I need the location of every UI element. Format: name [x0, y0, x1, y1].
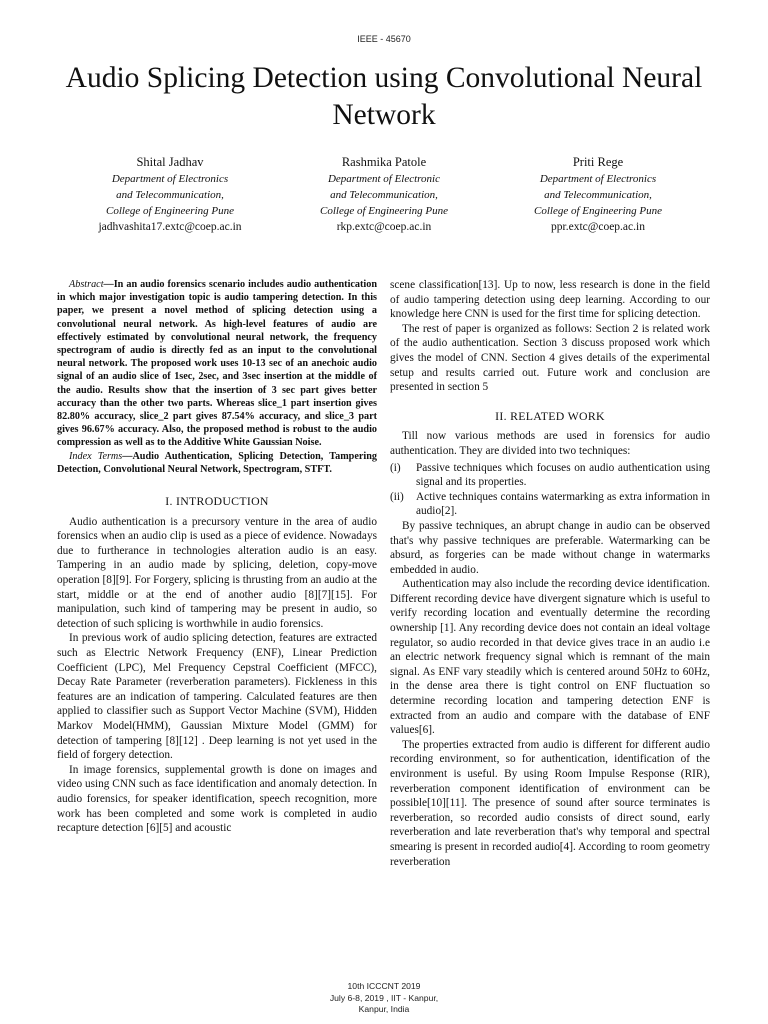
abstract-label: Abstract: [69, 279, 104, 290]
paper-title: Audio Splicing Detection using Convolutional Neural Network: [65, 62, 703, 131]
paragraph: In previous work of audio splicing detection, features are extracted such as Electric Network Frequency (ENF), Linear Prediction Coefficient (LPC), Mel Frequency Cepstral Coefficient (MFCC), Decay Rate Parameter (reverberation parameters). Fickleness in this features are an indication of tampering. Calculated features are then applied to classifier such as Support Vector Machine (SVM), Hidden Markov Model(HMM), Gaussian Mixture Model (GMM) for detection of tampering [8][12] . Deep learning is not yet used in the field of forgery detection.: [57, 632, 377, 762]
author-affiliation: Department of Electronics: [539, 173, 657, 185]
author-affiliation: College of Engineering Pune: [106, 205, 234, 217]
index-terms-text: —Audio Authentication, Splicing Detection, Tampering Detection, Convolutional Neural Network, Spectrogram, STFT.: [57, 450, 377, 475]
paragraph-continued: scene classification[13]. Up to now, less research is done in the field of audio tampering detection using deep learning. According to our knowledge here CNN is used for the first time for splicing detection.: [390, 279, 710, 321]
author-name: Shital Jadhav: [136, 155, 204, 169]
author-3: [498, 154, 698, 235]
index-terms-label: Index Terms: [69, 450, 123, 462]
author-name: Rashmika Patole: [341, 155, 427, 169]
author-name: Priti Rege: [572, 155, 624, 169]
abstract: [57, 278, 377, 450]
paragraph: Authentication may also include the recording device identification. Different recording device have divergent signature which is useful to verify recording location and eventually determine the recording ownership [1]. Any recording device does not contain an ideal voltage regulator, so audio recorded in that device gives trace in an audio i.e an electric network frequency signal which is remnant of the main signal. As ENF vary steadily which is centered around 50Hz to 60Hz, in the dense area there is tight control on ENF fluctuation so determine recording location and tampering detection ENF is extracted from an audio and compare with the database of ENF values[6].: [390, 578, 710, 737]
author-email: rkp.extc@coep.ac.in: [336, 221, 432, 233]
paper-id: IEEE - 45670: [357, 34, 411, 44]
list-marker: (i): [390, 461, 401, 474]
paragraph: In image forensics, supplemental growth is done on images and video using CNN such as face identification and anomaly detection. In audio forensics, for speaker identification, speech recognition, more work has been completed and some work is completed in audio recapture detection [6][5] and acoustic: [57, 763, 377, 835]
author-affiliation: and Telecommunication,: [116, 189, 224, 201]
author-1: [70, 154, 270, 235]
paragraph: By passive techniques, an abrupt change in audio can be observed that's why passive techniques are preferable. Watermarking can be absurd, as forgeries can be made without change in watermarks embedded in audio.: [390, 519, 710, 576]
footer-line: July 6-8, 2019 , IIT - Kanpur,: [329, 992, 439, 1003]
author-2: [284, 154, 484, 235]
author-affiliation: Department of Electronics: [111, 173, 229, 185]
author-affiliation: College of Engineering Pune: [320, 205, 448, 217]
section-heading-related-work: II. RELATED WORK: [495, 408, 605, 423]
index-terms: [57, 450, 377, 476]
author-email: ppr.extc@coep.ac.in: [551, 221, 645, 233]
author-block: [70, 154, 698, 235]
left-column: [57, 278, 377, 836]
list-item: [390, 490, 710, 519]
list-marker: (ii): [390, 490, 404, 503]
list-item: [390, 461, 710, 490]
right-column: [390, 278, 710, 869]
author-email: jadhvashita17.extc@coep.ac.in: [98, 221, 242, 233]
conference-footer: [0, 981, 768, 1016]
paragraph: The properties extracted from audio is different for different audio recording environment, so for authentication, identification of the environment is useful. By using Room Impulse Response (RIR), reverberation component identification of environment can be possible[10][11]. The presence of sound after source terminates is reverberation, so recorded audio consists of direct sound, early reverberation and late reverberation that's why temporal and spectral smearing is present in recorded audio[4]. According to room geometry reverberation: [390, 738, 710, 868]
footer-line: 10th ICCCNT 2019: [347, 981, 421, 991]
author-affiliation: and Telecommunication,: [330, 189, 438, 201]
paragraph: Till now various methods are used in forensics for audio authentication. They are divided into two techniques:: [390, 430, 710, 457]
abstract-text: —In an audio forensics scenario includes audio authentication in which major investigation topic is audio tampering detection. In this paper, we present a novel method of splicing detection using a convolutional neural network. As high-level features of audio are effectively estimated by convolutional neural network, the frequency spectrogram of audio is directly fed as an input to the convolutional neural network. The proposed work uses 10-13 sec of an anechoic audio signal of an audio slice of 1sec, 2sec, and 3sec insertion at the middle of the audio. Results show that the insertion of 3 sec part gives better accuracy than the other two parts. Whereas slice_1 part insertion gives 82.80% accuracy, slice_2 part gives 87.54% accuracy, and slice_3 part gives 96.67% accuracy. Also, the proposed method is robust to the audio compression as well as to the Additive White Gaussian Noise.: [57, 279, 377, 449]
author-affiliation: Department of Electronic: [327, 173, 440, 185]
paragraph: Audio authentication is a precursory venture in the area of audio forensics when an audio clip is used as a piece of evidence. Nowadays due to furtherance in technologies alteration audio is an easy. Tampering in an audio made by splicing, deletion, copy-move operation [8][9]. For Forgery, splicing is thrusting from an audio at the start, middle or at the end of another audio [8][7][15]. For manipulation, such kind of tampering may be present in audio, so detection of such splicing is worthwhile in audio forensics.: [57, 515, 377, 630]
author-affiliation: and Telecommunication,: [544, 189, 652, 201]
author-affiliation: College of Engineering Pune: [534, 205, 662, 217]
paragraph: The rest of paper is organized as follows: Section 2 is related work of the audio authentication. Section 3 discuss proposed work which gives the model of CNN. Section 4 gives details of the experimental setup and results carried out. Future work and conclusion are presented in section 5: [390, 322, 710, 394]
footer-line: Kanpur, India: [358, 1004, 410, 1014]
section-heading-introduction: I. INTRODUCTION: [165, 494, 269, 509]
list-item-text: Passive techniques which focuses on audio authentication using signal and its properties.: [416, 461, 710, 489]
list-item-text: Active techniques contains watermarking as extra information in audio[2].: [416, 490, 710, 518]
techniques-list: [390, 461, 710, 519]
